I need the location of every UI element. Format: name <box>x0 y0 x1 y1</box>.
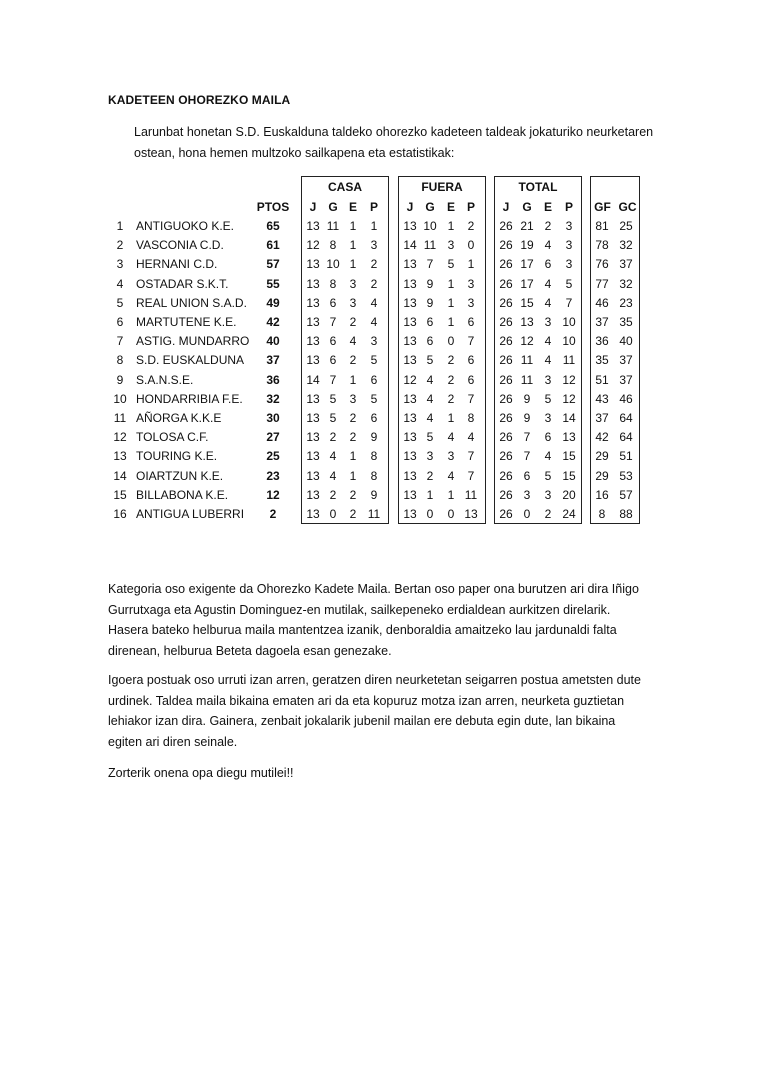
row-total-g: 11 <box>520 372 534 387</box>
row-team: S.A.N.S.E. <box>136 372 194 387</box>
row-casa-p: 3 <box>370 238 378 253</box>
row-team: AÑORGA K.K.E <box>136 411 222 425</box>
row-gf: 37 <box>595 411 609 425</box>
row-casa-g: 2 <box>329 430 337 445</box>
row-fuera-g: 2 <box>426 468 434 483</box>
row-casa-e: 1 <box>349 372 357 387</box>
row-total-p: 7 <box>565 295 573 310</box>
row-rank: 4 <box>116 276 124 291</box>
row-total-e: 2 <box>544 507 552 521</box>
intro-text: Larunbat honetan S.D. Euskalduna taldeko ohorezko kadeteen taldeak jokaturiko neurketaren ostean, hona hemen multzoko sailkapena eta estatistikak: <box>134 125 654 160</box>
row-total-p: 20 <box>562 487 576 502</box>
row-rank: 11 <box>113 411 127 425</box>
pts-header: PTOS <box>256 200 290 214</box>
document-title: KADETEEN OHOREZKO MAILA <box>108 93 291 107</box>
row-fuera-g: 7 <box>426 257 434 272</box>
row-fuera-e: 3 <box>447 238 455 253</box>
row-points: 27 <box>266 430 280 445</box>
row-total-g: 12 <box>520 334 534 349</box>
row-casa-e: 2 <box>349 430 357 445</box>
row-casa-e: 1 <box>349 449 357 464</box>
row-total-g: 7 <box>523 449 531 464</box>
row-gc: 23 <box>619 295 633 310</box>
row-total-e: 4 <box>544 449 552 464</box>
row-gf: 37 <box>595 315 609 329</box>
casa-sub-g-header: G <box>328 200 338 214</box>
row-gc: 37 <box>619 353 633 368</box>
row-casa-e: 1 <box>349 238 357 253</box>
row-total-e: 4 <box>544 238 552 253</box>
row-fuera-j: 13 <box>403 276 417 291</box>
row-total-e: 5 <box>544 468 552 483</box>
row-fuera-g: 1 <box>426 487 434 502</box>
row-gc: 53 <box>619 468 633 483</box>
row-fuera-g: 6 <box>426 334 434 349</box>
row-total-p: 12 <box>562 372 576 387</box>
row-casa-j: 13 <box>306 430 320 445</box>
row-total-g: 21 <box>520 219 534 233</box>
row-casa-p: 5 <box>370 391 378 406</box>
row-fuera-g: 5 <box>426 353 434 368</box>
row-casa-g: 5 <box>329 411 337 425</box>
row-gf: 36 <box>595 334 609 349</box>
row-fuera-j: 13 <box>403 257 417 272</box>
row-fuera-p: 2 <box>467 219 475 233</box>
row-total-j: 26 <box>499 315 513 329</box>
row-points: 65 <box>266 219 280 233</box>
fuera-sub-e-header: E <box>446 200 455 214</box>
row-total-j: 26 <box>499 257 513 272</box>
row-fuera-e: 4 <box>447 430 455 445</box>
row-points: 61 <box>266 238 280 253</box>
row-rank: 2 <box>116 238 124 253</box>
row-casa-j: 13 <box>306 468 320 483</box>
row-casa-e: 2 <box>349 353 357 368</box>
row-fuera-g: 11 <box>423 238 437 253</box>
row-fuera-p: 7 <box>467 449 475 464</box>
row-casa-g: 5 <box>329 391 337 406</box>
row-total-p: 14 <box>562 411 576 425</box>
row-fuera-j: 13 <box>403 391 417 406</box>
row-fuera-e: 0 <box>447 334 455 349</box>
row-casa-e: 3 <box>349 295 357 310</box>
row-casa-g: 10 <box>326 257 340 272</box>
row-total-g: 3 <box>523 487 531 502</box>
row-casa-p: 3 <box>370 334 378 349</box>
row-fuera-g: 4 <box>426 372 434 387</box>
row-total-j: 26 <box>499 430 513 445</box>
row-fuera-e: 1 <box>447 219 455 233</box>
row-fuera-p: 7 <box>467 334 475 349</box>
row-total-p: 3 <box>565 219 573 233</box>
row-fuera-e: 3 <box>447 449 455 464</box>
row-casa-j: 13 <box>306 276 320 291</box>
row-casa-g: 6 <box>329 334 337 349</box>
row-gc: 57 <box>619 487 633 502</box>
row-team: ANTIGUOKO K.E. <box>136 219 235 233</box>
row-total-p: 12 <box>562 391 576 406</box>
row-team: OSTADAR S.K.T. <box>136 276 229 291</box>
row-total-p: 13 <box>562 430 576 445</box>
row-fuera-p: 13 <box>464 507 478 521</box>
row-points: 12 <box>266 487 280 502</box>
row-gc: 46 <box>619 391 633 406</box>
row-points: 42 <box>266 315 280 329</box>
row-gc: 35 <box>619 315 633 329</box>
row-fuera-j: 13 <box>403 334 417 349</box>
row-casa-g: 4 <box>329 449 337 464</box>
row-fuera-e: 1 <box>447 411 455 425</box>
row-total-e: 4 <box>544 295 552 310</box>
row-total-g: 17 <box>520 257 534 272</box>
row-total-e: 5 <box>544 391 552 406</box>
row-casa-p: 6 <box>370 411 378 425</box>
row-gf: 42 <box>595 430 609 445</box>
row-rank: 12 <box>113 430 127 445</box>
row-casa-e: 1 <box>349 468 357 483</box>
row-fuera-p: 11 <box>464 487 478 502</box>
row-fuera-g: 5 <box>426 430 434 445</box>
paragraph-3 <box>108 763 648 784</box>
row-total-g: 9 <box>523 391 531 406</box>
row-fuera-g: 10 <box>423 219 437 233</box>
row-total-e: 2 <box>544 219 552 233</box>
row-rank: 5 <box>116 295 124 310</box>
row-casa-j: 13 <box>306 353 320 368</box>
row-fuera-e: 1 <box>447 487 455 502</box>
row-casa-e: 2 <box>349 487 357 502</box>
row-gf: 16 <box>595 487 609 502</box>
row-total-p: 5 <box>565 276 573 291</box>
row-fuera-j: 13 <box>403 487 417 502</box>
row-casa-g: 0 <box>329 507 337 521</box>
row-total-g: 15 <box>520 295 534 310</box>
row-fuera-g: 4 <box>426 391 434 406</box>
row-total-e: 3 <box>544 315 552 329</box>
row-gf: 29 <box>595 468 609 483</box>
paragraph-2 <box>108 670 648 752</box>
row-fuera-j: 13 <box>403 295 417 310</box>
row-total-e: 3 <box>544 487 552 502</box>
row-points: 40 <box>266 334 280 349</box>
row-total-j: 26 <box>499 372 513 387</box>
row-casa-g: 4 <box>329 468 337 483</box>
casa-sub-e-header: E <box>348 200 357 214</box>
row-gc: 64 <box>619 411 633 425</box>
paragraph-1-text: Kategoria oso exigente da Ohorezko Kadete Maila. Bertan oso paper ona burutzen ari dira Iñigo Gurrutxaga eta Agustin Dominguez-en mutilak, sailkepeneko erdialdean aurkitzen direlarik. Hasera bateko helburua maila mantentzea izanik, denboraldia amaitzeko lau jardunaldi falta direnean, helburua Beteta dagoela esan genezake. <box>108 582 639 658</box>
row-total-j: 26 <box>499 487 513 502</box>
row-rank: 6 <box>116 315 124 329</box>
total-header: TOTAL <box>518 180 558 194</box>
row-fuera-j: 13 <box>403 468 417 483</box>
row-casa-g: 6 <box>329 353 337 368</box>
row-casa-g: 11 <box>326 219 340 233</box>
row-casa-j: 13 <box>306 507 320 521</box>
row-casa-p: 5 <box>370 353 378 368</box>
row-gc: 64 <box>619 430 633 445</box>
row-gf: 81 <box>595 219 609 233</box>
row-total-j: 26 <box>499 276 513 291</box>
row-total-g: 0 <box>523 507 531 521</box>
row-fuera-e: 2 <box>447 391 455 406</box>
row-casa-p: 4 <box>370 295 378 310</box>
row-gc: 32 <box>619 238 633 253</box>
total-sub-j-header: J <box>502 200 510 214</box>
fuera-header: FUERA <box>421 180 463 194</box>
row-casa-p: 1 <box>370 219 378 233</box>
row-team: BILLABONA K.E. <box>136 487 229 502</box>
row-fuera-p: 6 <box>467 372 475 387</box>
row-casa-j: 13 <box>306 391 320 406</box>
row-total-j: 26 <box>499 353 513 368</box>
row-total-p: 3 <box>565 257 573 272</box>
row-team: HERNANI C.D. <box>136 257 218 272</box>
row-team: HONDARRIBIA F.E. <box>136 391 243 406</box>
row-gc: 32 <box>619 276 633 291</box>
row-casa-e: 2 <box>349 507 357 521</box>
row-fuera-p: 8 <box>467 411 475 425</box>
row-total-g: 19 <box>520 238 534 253</box>
row-rank: 15 <box>113 487 127 502</box>
row-total-e: 6 <box>544 257 552 272</box>
row-gc: 40 <box>619 334 633 349</box>
row-fuera-j: 13 <box>403 507 417 521</box>
row-fuera-p: 7 <box>467 391 475 406</box>
row-fuera-e: 1 <box>447 276 455 291</box>
row-gf: 76 <box>595 257 609 272</box>
row-fuera-p: 0 <box>467 238 475 253</box>
row-fuera-p: 6 <box>467 315 475 329</box>
row-total-e: 6 <box>544 430 552 445</box>
row-gf: 29 <box>595 449 609 464</box>
row-total-e: 4 <box>544 276 552 291</box>
row-total-e: 4 <box>544 334 552 349</box>
row-total-j: 26 <box>499 468 513 483</box>
row-total-j: 26 <box>499 449 513 464</box>
row-casa-e: 3 <box>349 276 357 291</box>
row-fuera-g: 4 <box>426 411 434 425</box>
row-casa-p: 9 <box>370 487 378 502</box>
row-casa-e: 3 <box>349 391 357 406</box>
row-casa-j: 13 <box>306 334 320 349</box>
paragraph-2-text: Igoera postuak oso urruti izan arren, geratzen diren neurketetan seigarren postua ametsten dute urdinek. Taldea maila bikaina ematen ari da eta kopuruz motza izan arren, neurketa guztietan lehiakor izan dira. Gainera, zenbait jokalarik jubenil mailan ere debuta egin dute, lan bikaina egiten ari diren seinale. <box>108 673 641 749</box>
row-casa-e: 2 <box>349 411 357 425</box>
row-total-p: 3 <box>565 238 573 253</box>
row-total-g: 9 <box>523 411 531 425</box>
row-gc: 37 <box>619 372 633 387</box>
gf-header: GF <box>594 200 611 214</box>
row-total-j: 26 <box>499 238 513 253</box>
row-total-g: 7 <box>523 430 531 445</box>
row-gf: 35 <box>595 353 609 368</box>
row-total-j: 26 <box>499 507 513 521</box>
row-fuera-p: 7 <box>467 468 475 483</box>
row-points: 2 <box>269 507 277 521</box>
row-gc: 25 <box>619 219 633 233</box>
row-team: S.D. EUSKALDUNA <box>136 353 245 368</box>
row-gc: 88 <box>619 507 633 521</box>
row-total-p: 10 <box>562 315 576 329</box>
row-rank: 9 <box>116 372 124 387</box>
paragraph-1 <box>108 579 648 661</box>
row-casa-g: 7 <box>329 315 337 329</box>
fuera-sub-p-header: P <box>466 200 475 214</box>
row-fuera-j: 12 <box>403 372 417 387</box>
row-fuera-e: 1 <box>447 315 455 329</box>
row-gf: 43 <box>595 391 609 406</box>
row-points: 55 <box>266 276 280 291</box>
row-total-p: 10 <box>562 334 576 349</box>
row-team: ANTIGUA LUBERRI <box>136 507 245 521</box>
row-rank: 14 <box>113 468 127 483</box>
row-fuera-g: 0 <box>426 507 434 521</box>
row-fuera-e: 5 <box>447 257 455 272</box>
row-casa-p: 4 <box>370 315 378 329</box>
row-total-p: 15 <box>562 449 576 464</box>
row-casa-g: 8 <box>329 276 337 291</box>
row-fuera-g: 9 <box>426 276 434 291</box>
row-casa-e: 2 <box>349 315 357 329</box>
row-total-e: 3 <box>544 372 552 387</box>
paragraph-3-text: Zorterik onena opa diegu mutilei!! <box>108 766 294 780</box>
row-points: 23 <box>266 468 280 483</box>
row-points: 25 <box>266 449 280 464</box>
row-gf: 8 <box>598 507 606 521</box>
row-total-p: 24 <box>562 507 576 521</box>
row-rank: 7 <box>116 334 124 349</box>
row-team: TOURING K.E. <box>136 449 218 464</box>
row-team: ASTIG. MUNDARRO <box>136 334 250 349</box>
row-fuera-g: 6 <box>426 315 434 329</box>
row-fuera-p: 6 <box>467 353 475 368</box>
row-points: 49 <box>266 295 280 310</box>
row-team: VASCONIA C.D. <box>136 238 224 253</box>
row-team: OIARTZUN K.E. <box>136 468 224 483</box>
row-rank: 13 <box>113 449 127 464</box>
row-points: 32 <box>266 391 280 406</box>
row-fuera-j: 14 <box>403 238 417 253</box>
row-gc: 51 <box>619 449 633 464</box>
row-points: 36 <box>266 372 280 387</box>
row-gf: 78 <box>595 238 609 253</box>
row-casa-g: 8 <box>329 238 337 253</box>
row-casa-j: 13 <box>306 449 320 464</box>
row-casa-e: 1 <box>349 219 357 233</box>
row-fuera-j: 13 <box>403 315 417 329</box>
row-team: MARTUTENE K.E. <box>136 315 237 329</box>
row-fuera-p: 3 <box>467 276 475 291</box>
row-total-g: 6 <box>523 468 531 483</box>
row-fuera-j: 13 <box>403 411 417 425</box>
row-casa-j: 12 <box>306 238 320 253</box>
row-casa-j: 13 <box>306 487 320 502</box>
row-fuera-j: 13 <box>403 430 417 445</box>
row-gf: 51 <box>595 372 609 387</box>
row-total-j: 26 <box>499 411 513 425</box>
row-casa-p: 8 <box>370 449 378 464</box>
total-sub-g-header: G <box>522 200 532 214</box>
row-fuera-j: 13 <box>403 219 417 233</box>
row-casa-j: 14 <box>306 372 320 387</box>
casa-header: CASA <box>327 180 362 194</box>
row-fuera-j: 13 <box>403 449 417 464</box>
row-casa-g: 6 <box>329 295 337 310</box>
row-team: TOLOSA C.F. <box>136 430 209 445</box>
row-fuera-e: 2 <box>447 372 455 387</box>
row-total-e: 3 <box>544 411 552 425</box>
row-fuera-g: 3 <box>426 449 434 464</box>
row-fuera-e: 1 <box>447 295 455 310</box>
row-fuera-p: 3 <box>467 295 475 310</box>
row-casa-p: 9 <box>370 430 378 445</box>
row-rank: 16 <box>113 507 127 521</box>
row-total-j: 26 <box>499 219 513 233</box>
row-total-g: 11 <box>520 353 534 368</box>
row-casa-j: 13 <box>306 315 320 329</box>
fuera-sub-g-header: G <box>425 200 435 214</box>
row-gf: 46 <box>595 295 609 310</box>
row-points: 57 <box>266 257 280 272</box>
row-casa-g: 7 <box>329 372 337 387</box>
row-gf: 77 <box>595 276 609 291</box>
row-rank: 3 <box>116 257 124 272</box>
row-casa-j: 13 <box>306 295 320 310</box>
row-casa-j: 13 <box>306 257 320 272</box>
row-fuera-p: 1 <box>467 257 475 272</box>
row-total-j: 26 <box>499 295 513 310</box>
row-casa-p: 2 <box>370 257 378 272</box>
row-total-g: 17 <box>520 276 534 291</box>
row-rank: 1 <box>116 219 124 233</box>
row-total-j: 26 <box>499 391 513 406</box>
row-rank: 10 <box>113 391 127 406</box>
row-fuera-e: 2 <box>447 353 455 368</box>
row-casa-p: 6 <box>370 372 378 387</box>
row-points: 37 <box>266 353 280 368</box>
row-total-e: 4 <box>544 353 552 368</box>
row-fuera-g: 9 <box>426 295 434 310</box>
row-total-j: 26 <box>499 334 513 349</box>
row-total-g: 13 <box>520 315 534 329</box>
row-casa-j: 13 <box>306 219 320 233</box>
row-casa-p: 8 <box>370 468 378 483</box>
row-casa-e: 4 <box>349 334 357 349</box>
row-casa-p: 2 <box>370 276 378 291</box>
row-fuera-j: 13 <box>403 353 417 368</box>
row-total-p: 15 <box>562 468 576 483</box>
row-points: 30 <box>266 411 280 425</box>
row-fuera-e: 4 <box>447 468 455 483</box>
row-total-p: 11 <box>562 353 576 368</box>
row-team: REAL UNION S.A.D. <box>136 295 247 310</box>
row-fuera-p: 4 <box>467 430 475 445</box>
row-casa-j: 13 <box>306 411 320 425</box>
row-fuera-e: 0 <box>447 507 455 521</box>
gc-header: GC <box>618 200 637 214</box>
fuera-sub-j-header: J <box>406 200 414 214</box>
row-casa-g: 2 <box>329 487 337 502</box>
row-gc: 37 <box>619 257 633 272</box>
row-rank: 8 <box>116 353 124 368</box>
row-casa-p: 11 <box>367 507 381 521</box>
row-casa-e: 1 <box>349 257 357 272</box>
total-sub-e-header: E <box>543 200 552 214</box>
casa-sub-j-header: J <box>309 200 317 214</box>
total-sub-p-header: P <box>564 200 573 214</box>
casa-sub-p-header: P <box>369 200 378 214</box>
